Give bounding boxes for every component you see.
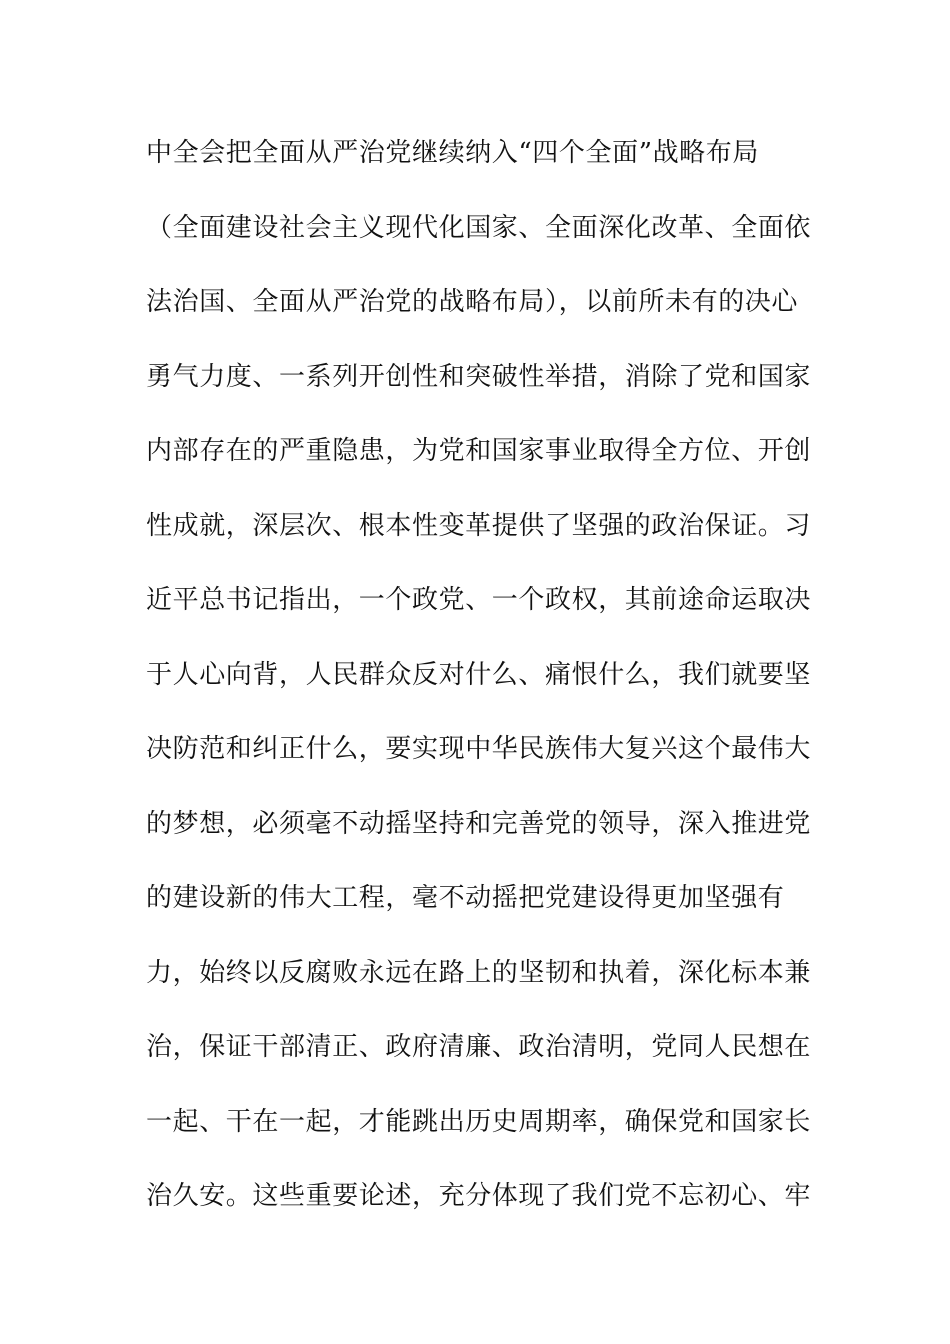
text-line-14: 一起、干在一起，才能跳出历史周期率，确保党和国家长 bbox=[146, 1106, 812, 1137]
text-line-2: （全面建设社会主义现代化国家、全面深化改革、全面依 bbox=[146, 212, 812, 243]
text-line-3: 法治国、全面从严治党的战略布局），以前所未有的决心 bbox=[146, 287, 799, 317]
text-line-4: 勇气力度、一系列开创性和突破性举措，消除了党和国家 bbox=[146, 361, 812, 392]
text-line-11: 的建设新的伟大工程，毫不动摇把党建设得更加坚强有 bbox=[146, 883, 785, 913]
text-line-9: 决防范和纠正什么，要实现中华民族伟大复兴这个最伟大 bbox=[146, 734, 812, 764]
text-line-15: 治久安。这些重要论述，充分体现了我们党不忘初心、牢 bbox=[146, 1181, 812, 1211]
text-line-8: 于人心向背，人民群众反对什么、痛恨什么，我们就要坚 bbox=[146, 659, 812, 690]
text-line-13: 治，保证干部清正、政府清廉、政治清明，党同人民想在 bbox=[146, 1032, 812, 1062]
text-line-12: 力，始终以反腐败永远在路上的坚韧和执着，深化标本兼 bbox=[146, 957, 812, 988]
text-line-1: 中全会把全面从严治党继续纳入“四个全面”战略布局 bbox=[146, 138, 759, 168]
text-line-10: 的梦想，必须毫不动摇坚持和完善党的领导，深入推进党 bbox=[146, 808, 812, 839]
body-text bbox=[146, 131, 812, 1249]
text-line-7: 近平总书记指出，一个政党、一个政权，其前途命运取决 bbox=[146, 585, 812, 615]
text-line-5: 内部存在的严重隐患，为党和国家事业取得全方位、开创 bbox=[146, 436, 812, 466]
text-line-6: 性成就，深层次、根本性变革提供了坚强的政治保证。习 bbox=[146, 510, 812, 541]
